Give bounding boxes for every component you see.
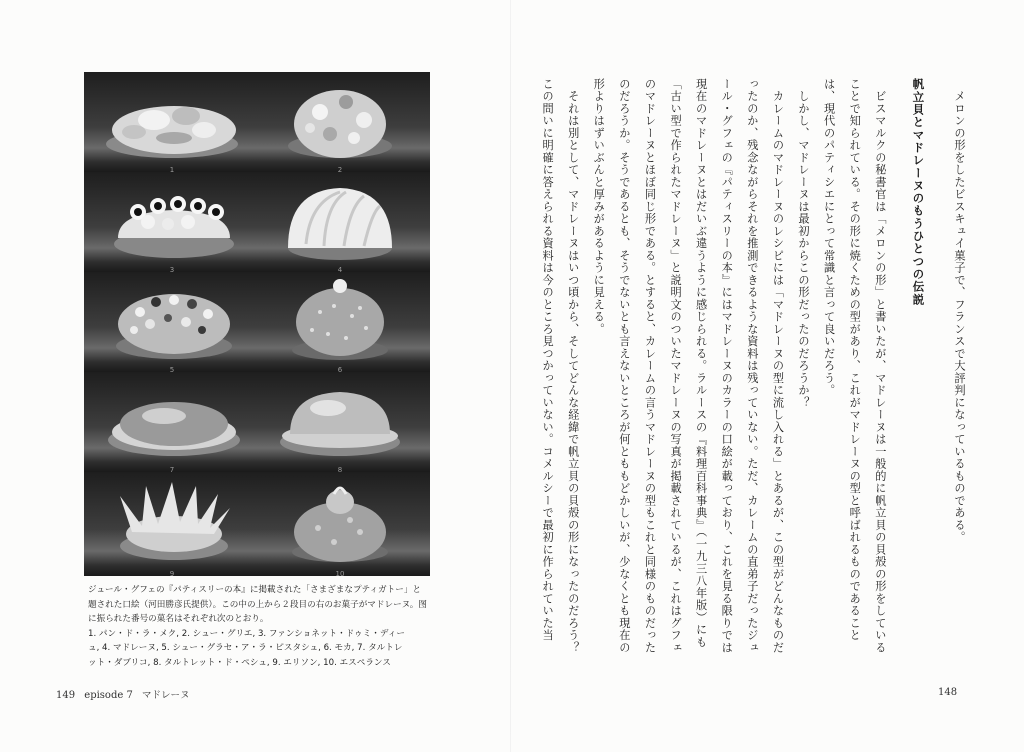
figure-caption: ジュール・グフェの『パティスリーの本』に掲載された「さまざまなプティガトー」と 題された口絵（河田勝彦氏提供）。この中の上から２段目の右のお菓子がマドレーヌ。图 に振られた番号の菓名はそれぞれ次のとおり。 1. パン・ド・ラ・メク, 2. シュー・グリエ, 3. ファンショネット・ドゥミ・ディー ュ, 4. マドレーヌ, 5. シュー・グラセ・ア・ラ・ピスタシュ, 6. モカ, 7. タルトレ ット・ダブリコ, 8. タルトレット・ド・ペシュ, 9. エリソン, 10. エスペランス	[88, 585, 427, 668]
shelf-row-3	[84, 272, 430, 372]
body-paragraph: カレームのマドレーヌのレシピには「マドレーヌの型に流し入れる」とあるが、この型がどんなものだったのか、残念ながらそれを推測できるような資料は残っていない。ただ、カレームの直弟子だったジュール・グフェの『パティスリーの本』にはマドレーヌのカラーの口絵が載っており、これを見る限りでは現在のマドレーヌとはだいぶ違うように感じられる。ラルースの『料理百科事典』（一九三八年版）にも「古い型で作られたマドレーヌ」と説明文のついたマドレーヌの写真が掲載されているが、これはグフェのマドレーヌとほぼ同じ形である。とすると、カレームの言うマドレーヌの型もこれと同様のものだったのだろうか。そうであるとも、そうでないとも言えないところが何とももどかしいが、少なくとも現在の形よりはずいぶんと厚みがあるように見える。	[592, 78, 785, 654]
plate-number-4: 4	[337, 266, 343, 272]
shelf-row-4	[84, 372, 430, 472]
plate-number-6: 6	[337, 366, 343, 372]
plate-number-10: 10	[335, 570, 345, 576]
running-title: マドレーヌ	[142, 690, 190, 701]
pastries-9-10-image	[84, 472, 430, 576]
pastries-1-2-image	[84, 72, 430, 172]
pastries-7-8-image	[84, 372, 430, 472]
episode-label: episode 7	[84, 690, 133, 701]
left-folio	[56, 687, 190, 701]
body-paragraph: それは別として、マドレーヌはいつ頃から、そしてどんな経緯で帆立貝の貝殻の形になったのだろう？ この問いに明確に答えられる資料は今のところ見つかっていない。コメルシーで最初に作られていた当	[541, 78, 580, 666]
section-heading: 帆立貝とマドレーヌのもうひとつの伝説	[911, 78, 926, 306]
body-paragraph: しかし、マドレーヌは最初からこの形だったのだろうか？	[797, 78, 811, 409]
lead-paragraph: メロンの形をしたビスキュイ菓子で、フランスで大評判になっているものである。	[953, 78, 966, 544]
pastry-illustration-plate	[84, 72, 430, 576]
plate-number-5: 5	[169, 366, 175, 372]
shelf-row-2	[84, 172, 430, 272]
shelf-row-1	[84, 72, 430, 172]
pastries-5-6-image	[84, 272, 430, 372]
pastries-3-4-image	[84, 172, 430, 272]
plate-number-8: 8	[337, 466, 343, 472]
left-page-number: 149	[56, 690, 76, 701]
plate-number-9: 9	[169, 570, 175, 576]
plate-number-7: 7	[169, 466, 175, 472]
plate-number-2: 2	[337, 166, 343, 172]
plate-number-1: 1	[169, 166, 175, 172]
body-paragraph: ビスマルクの秘書官は「メロンの形」と書いたが、マドレーヌは一般的に帆立貝の貝殻の形をしていることで知られている。その形に焼くための型があり、これがマドレーヌの型と呼ばれるものであることは、現代のパティシエにとって常識と言って良いだろう。	[822, 78, 887, 654]
shelf-row-5	[84, 472, 430, 576]
plate-number-3: 3	[169, 266, 175, 272]
right-page-number: 148	[938, 687, 958, 698]
vertical-body-text	[541, 78, 972, 666]
gutter	[510, 0, 511, 752]
